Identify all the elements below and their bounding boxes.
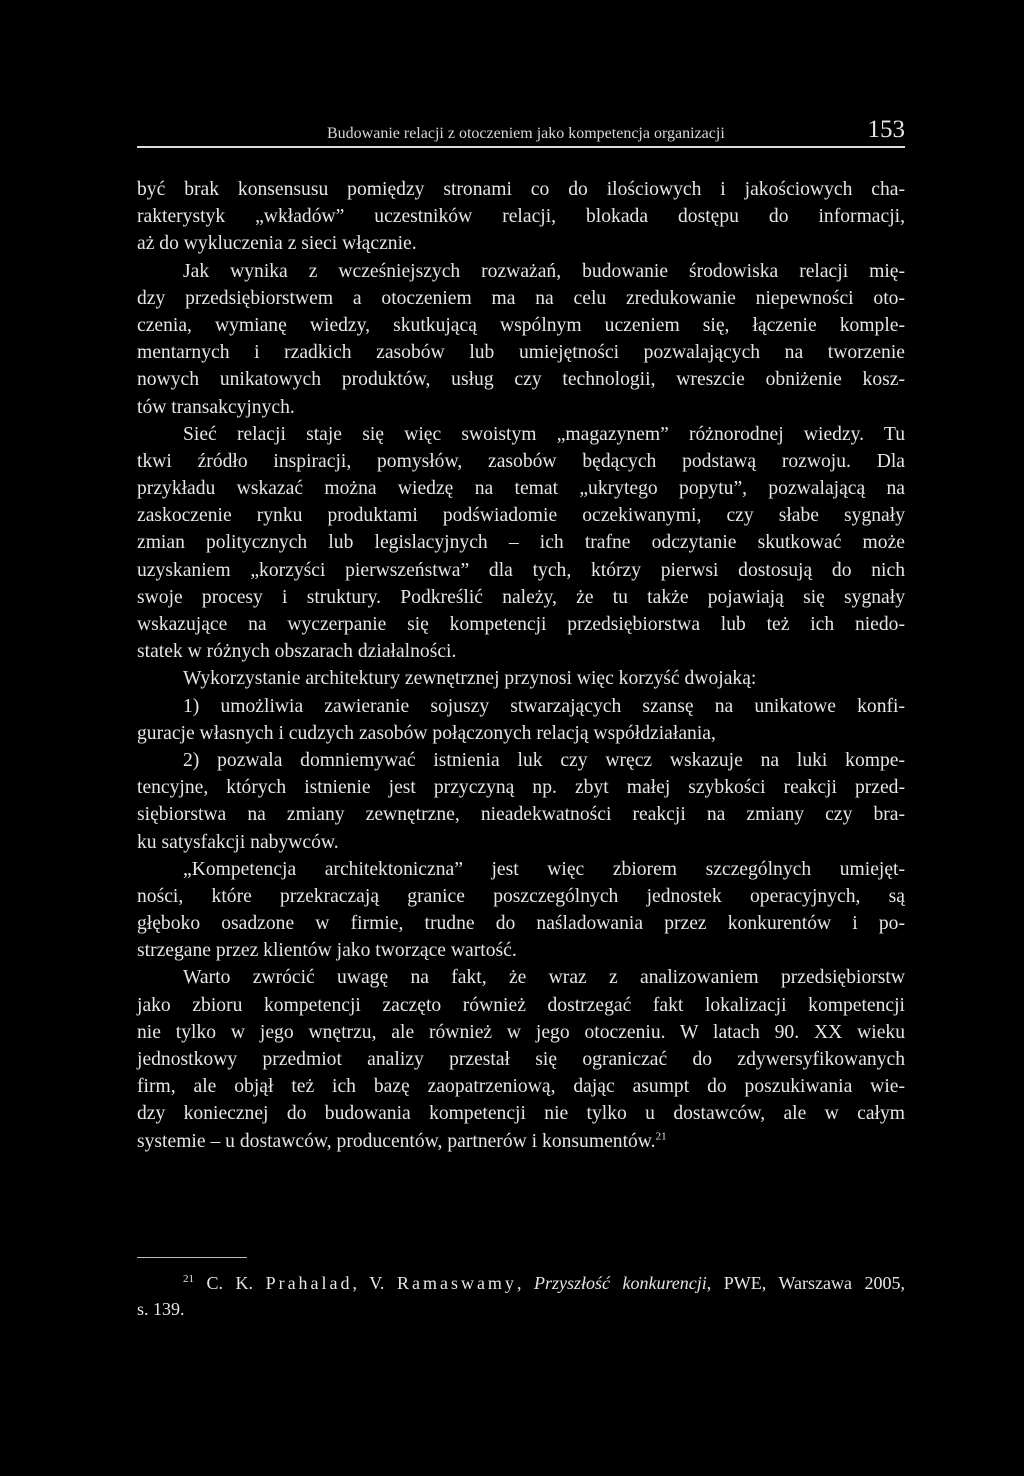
text-line: systemie – u dostawców, producentów, partnerów i konsumentów.$^{21}$: [137, 1130, 667, 1152]
text-line: firm, ale objął też ich bazę zaopatrzeniową, dając asumpt do poszukiwania wie-: [137, 1076, 905, 1098]
footnote-author-surname: Ramaswamy: [396, 1273, 517, 1293]
text-line: ku satysfakcji nabywców.: [137, 831, 339, 853]
text-line: aż do wykluczenia z sieci włącznie.: [137, 233, 417, 255]
footnote-separator: [137, 1257, 247, 1258]
footnote-author-initials: V.: [369, 1273, 385, 1293]
text-line: dzy przedsiębiorstwem a otoczeniem ma na celu zredukowanie niepewności oto-: [137, 287, 905, 309]
text-line: jako zbioru kompetencji zaczęto również dostrzegać fakt lokalizacji kompetencji: [137, 994, 905, 1016]
footnote-publisher: , PWE, Warszawa 2005,: [706, 1273, 905, 1293]
text-line: „Kompetencja architektoniczna” jest więc zbiorem szczególnych umiejęt-: [183, 858, 905, 880]
text-line: głęboko osadzone w firmie, trudne do naśladowania przez konkurentów i po-: [137, 913, 905, 935]
text-line: tencyjne, których istnienie jest przyczyną np. zbyt małej szybkości reakcji przed-: [137, 777, 905, 799]
footnote-line: $^{21}$ C. K. Prahalad, V. Ramaswamy, Przyszłość konkurencji, PWE, Warszawa 2005,: [183, 1273, 905, 1293]
footnote-marker: 21: [183, 1273, 194, 1285]
text-line: przykładu wskazać można wiedzę na temat „ukrytego popytu”, pozwalającą na: [137, 478, 905, 500]
text-line: Wykorzystanie architektury zewnętrznej przynosi więc korzyść dwojaką:: [183, 668, 757, 690]
running-title: Budowanie relacji z otoczeniem jako kompetencja organizacji: [327, 125, 725, 142]
text-line: zmian politycznych lub legislacyjnych – ich trafne odczytanie skutkować może: [137, 532, 905, 554]
text-line: tów transakcyjnych.: [137, 396, 295, 418]
text-line: 2) pozwala domniemywać istnienia luk czy wręcz wskazuje na luki kompe-: [183, 749, 905, 771]
footnote: [137, 1270, 905, 1322]
text-line: być brak konsensusu pomiędzy stronami co do ilościowych i jakościowych cha-: [137, 179, 905, 200]
text-line: zaskoczenie rynku produktami podświadomie oczekiwanymi, czy słabe sygnały: [137, 505, 905, 527]
text-line: czenia, wymianę wiedzy, skutkującą wspólnym uczeniem się, łączenie komple-: [137, 314, 905, 336]
text-line: Warto zwrócić uwagę na fakt, że wraz z analizowaniem przedsiębiorstw: [183, 967, 905, 989]
page-number: 153: [867, 116, 905, 143]
text-line: wskazujące na wyczerpanie się kompetencji przedsiębiorstwa lub też ich niedo-: [137, 614, 905, 635]
text-line: Jak wynika z wcześniejszych rozważań, budowanie środowiska relacji mię-: [183, 260, 905, 282]
text-line: jednostkowy przedmiot analizy przestał się ograniczać do zdywersyfikowanych: [137, 1049, 905, 1070]
text-line: siębiorstwa na zmiany zewnętrzne, nieadekwatności reakcji na zmiany czy bra-: [137, 804, 905, 826]
body-text: [137, 176, 905, 1155]
footnote-line: [137, 1296, 905, 1322]
text-line: tkwi źródło inspiracji, pomysłów, zasobów będących podstawą rozwoju. Dla: [137, 450, 905, 472]
text-line: Sieć relacji staje się więc swoistym „magazynem” różnorodnej wiedzy. Tu: [183, 423, 905, 445]
footnote-title: Przyszłość konkurencji: [533, 1273, 707, 1293]
text-line: rakterystyk „wkładów” uczestników relacji, blokada dostępu do informacji,: [137, 206, 905, 228]
text-line: statek w różnych obszarach działalności.: [137, 641, 457, 663]
text-line: strzegane przez klientów jako tworzące wartość.: [137, 940, 517, 962]
text-line: nie tylko w jego wnętrzu, ale również w jego otoczeniu. W latach 90. XX wieku: [137, 1021, 905, 1043]
text-line: uzyskaniem „korzyści pierwszeństwa” dla tych, którzy pierwsi dostosują do nich: [137, 559, 905, 581]
text-line: ności, które przekraczają granice poszczególnych jednostek operacyjnych, są: [137, 885, 905, 907]
footnote-pages: s. 139.: [137, 1299, 185, 1319]
footnote-author-initials: C. K.: [206, 1273, 254, 1293]
text-line: guracje własnych i cudzych zasobów połączonych relacją współdziałania,: [137, 722, 716, 744]
text-line: nowych unikatowych produktów, usług czy technologii, wreszcie obniżenie kosz-: [137, 369, 905, 391]
text-line: 1) umożliwia zawieranie sojuszy stwarzających szansę na unikatowe konfi-: [183, 695, 905, 717]
text-line: dzy koniecznej do budowania kompetencji nie tylko u dostawców, ale w całym: [137, 1103, 905, 1125]
footnote-author-surname: Prahalad: [265, 1273, 353, 1293]
text-line: swoje procesy i struktury. Podkreślić należy, że tu także pojawiają się sygnały: [137, 586, 905, 608]
text-line: mentarnych i rzadkich zasobów lub umiejętności pozwalających na tworzenie: [137, 342, 905, 364]
footnote-reference: 21: [655, 1130, 667, 1143]
page-header: [137, 116, 905, 148]
